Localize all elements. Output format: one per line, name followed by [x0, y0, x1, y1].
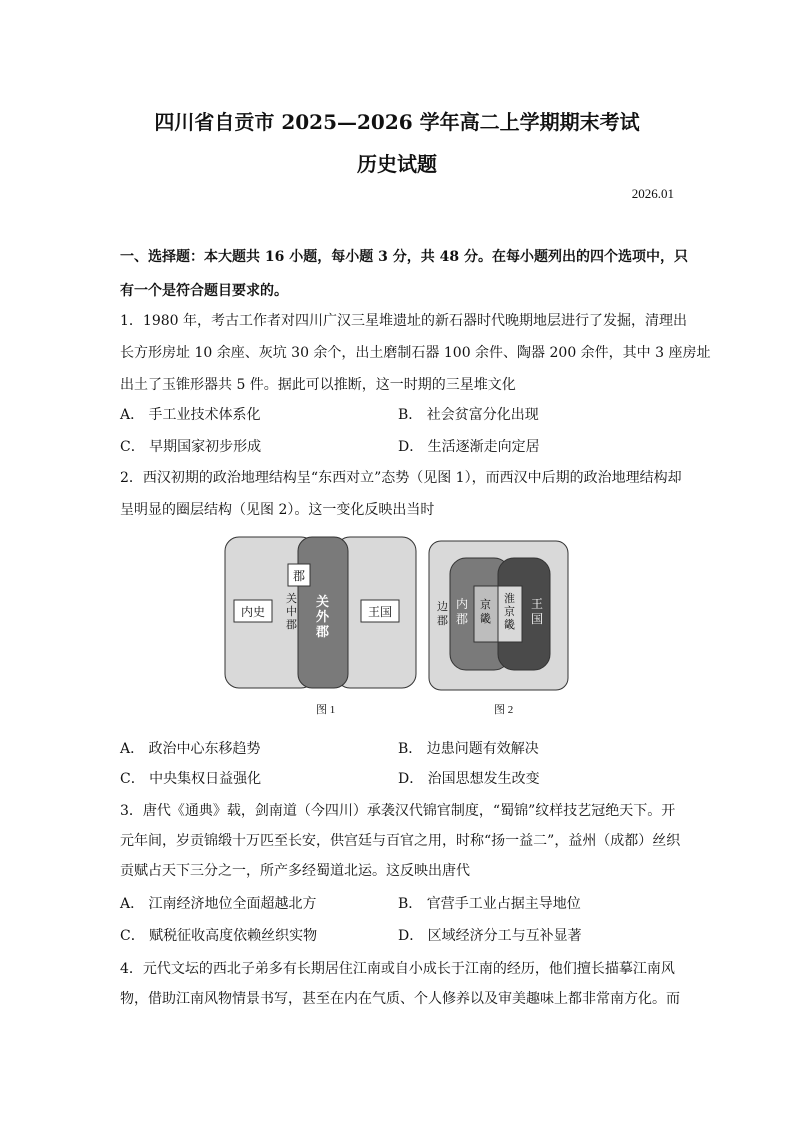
figure-2-diagram	[428, 540, 570, 692]
q1-option-d[interactable]: D． 生活逐渐走向定居	[398, 439, 540, 455]
fig1-guanzhong-label: 关中郡	[286, 592, 297, 631]
q1-text-line: 长方形房址 10 余座、灰坑 30 余个，出土磨制石器 100 余件、陶器 200 余件，其中 3 座房址	[120, 345, 711, 361]
q3-text-line: 3．唐代《通典》载，剑南道（今四川）承袭汉代锦官制度，“蜀锦”纹样技艺冠绝天下。开	[120, 803, 676, 819]
section-instruction-1: 一、选择题：本大题共 16 小题，每小题 3 分，共 48 分。在每小题列出的四个选项中，只	[120, 249, 688, 265]
q4-text-line: 物，借助江南风物情景书写，甚至在内在气质、个人修养以及审美趣味上都非常南方化。而	[120, 991, 680, 1007]
fig1-neishi-label: 内史	[240, 605, 266, 619]
q3-option-c[interactable]: C． 赋税征收高度依赖丝织实物	[120, 928, 318, 944]
fig2-neijun-label: 内郡	[456, 597, 469, 626]
fig1-guanwai-label: 关外郡	[316, 595, 330, 640]
q3-text-line: 元年间，岁贡锦缎十万匹至长安，供宫廷与百官之用，时称“扬一益二”，益州（成都）丝织	[120, 833, 681, 849]
exam-subtitle: 历史试题	[357, 152, 437, 176]
exam-title: 四川省自贡市 2025—2026 学年高二上学期期末考试	[154, 110, 640, 134]
q1-text-line: 1．1980 年，考古工作者对四川广汉三星堆遗址的新石器时代晚期地层进行了发掘，清理出	[120, 313, 687, 329]
q1-option-c[interactable]: C． 早期国家初步形成	[120, 439, 262, 455]
q1-option-b[interactable]: B． 社会贫富分化出现	[398, 407, 539, 423]
q2-option-c[interactable]: C． 中央集权日益强化	[120, 771, 262, 787]
exam-date: 2026.01	[631, 186, 674, 201]
q3-option-b[interactable]: B． 官营手工业占据主导地位	[398, 896, 581, 912]
section-instruction-2: 有一个是符合题目要求的。	[120, 283, 288, 299]
fig2-huaijingji-label: 淮京畿	[504, 592, 515, 631]
fig1-jun-label: 郡	[292, 569, 306, 583]
q1-text-line: 出土了玉锥形器共 5 件。据此可以推断，这一时期的三星堆文化	[120, 377, 516, 393]
fig1-wangguo-label: 王国	[367, 605, 393, 619]
q3-option-a[interactable]: A． 江南经济地位全面超越北方	[120, 896, 317, 912]
figure-1-caption: 图 1	[316, 704, 336, 716]
q2-option-d[interactable]: D． 治国思想发生改变	[398, 771, 540, 787]
q1-option-a[interactable]: A． 手工业技术体系化	[120, 407, 261, 423]
q2-text-line: 呈明显的圈层结构（见图 2）。这一变化反映出当时	[120, 502, 435, 518]
fig2-bianjun-label: 边郡	[437, 600, 448, 627]
q3-text-line: 贡赋占天下三分之一，所产多经蜀道北运。这反映出唐代	[120, 863, 470, 879]
q4-text-line: 4．元代文坛的西北子弟多有长期居住江南或自小成长于江南的经历，他们擅长描摹江南风	[120, 961, 675, 977]
q3-option-d[interactable]: D． 区域经济分工与互补显著	[398, 928, 582, 944]
figure-2-caption: 图 2	[494, 704, 514, 716]
q2-option-a[interactable]: A． 政治中心东移趋势	[120, 741, 261, 757]
figure-1-diagram	[224, 536, 418, 690]
q2-text-line: 2．西汉初期的政治地理结构呈“东西对立”态势（见图 1），而西汉中后期的政治地理结构却	[120, 470, 682, 486]
fig2-wangguo-label: 王国	[531, 597, 544, 626]
fig2-jingji-label: 京畿	[480, 598, 491, 625]
q2-option-b[interactable]: B． 边患问题有效解决	[398, 741, 539, 757]
